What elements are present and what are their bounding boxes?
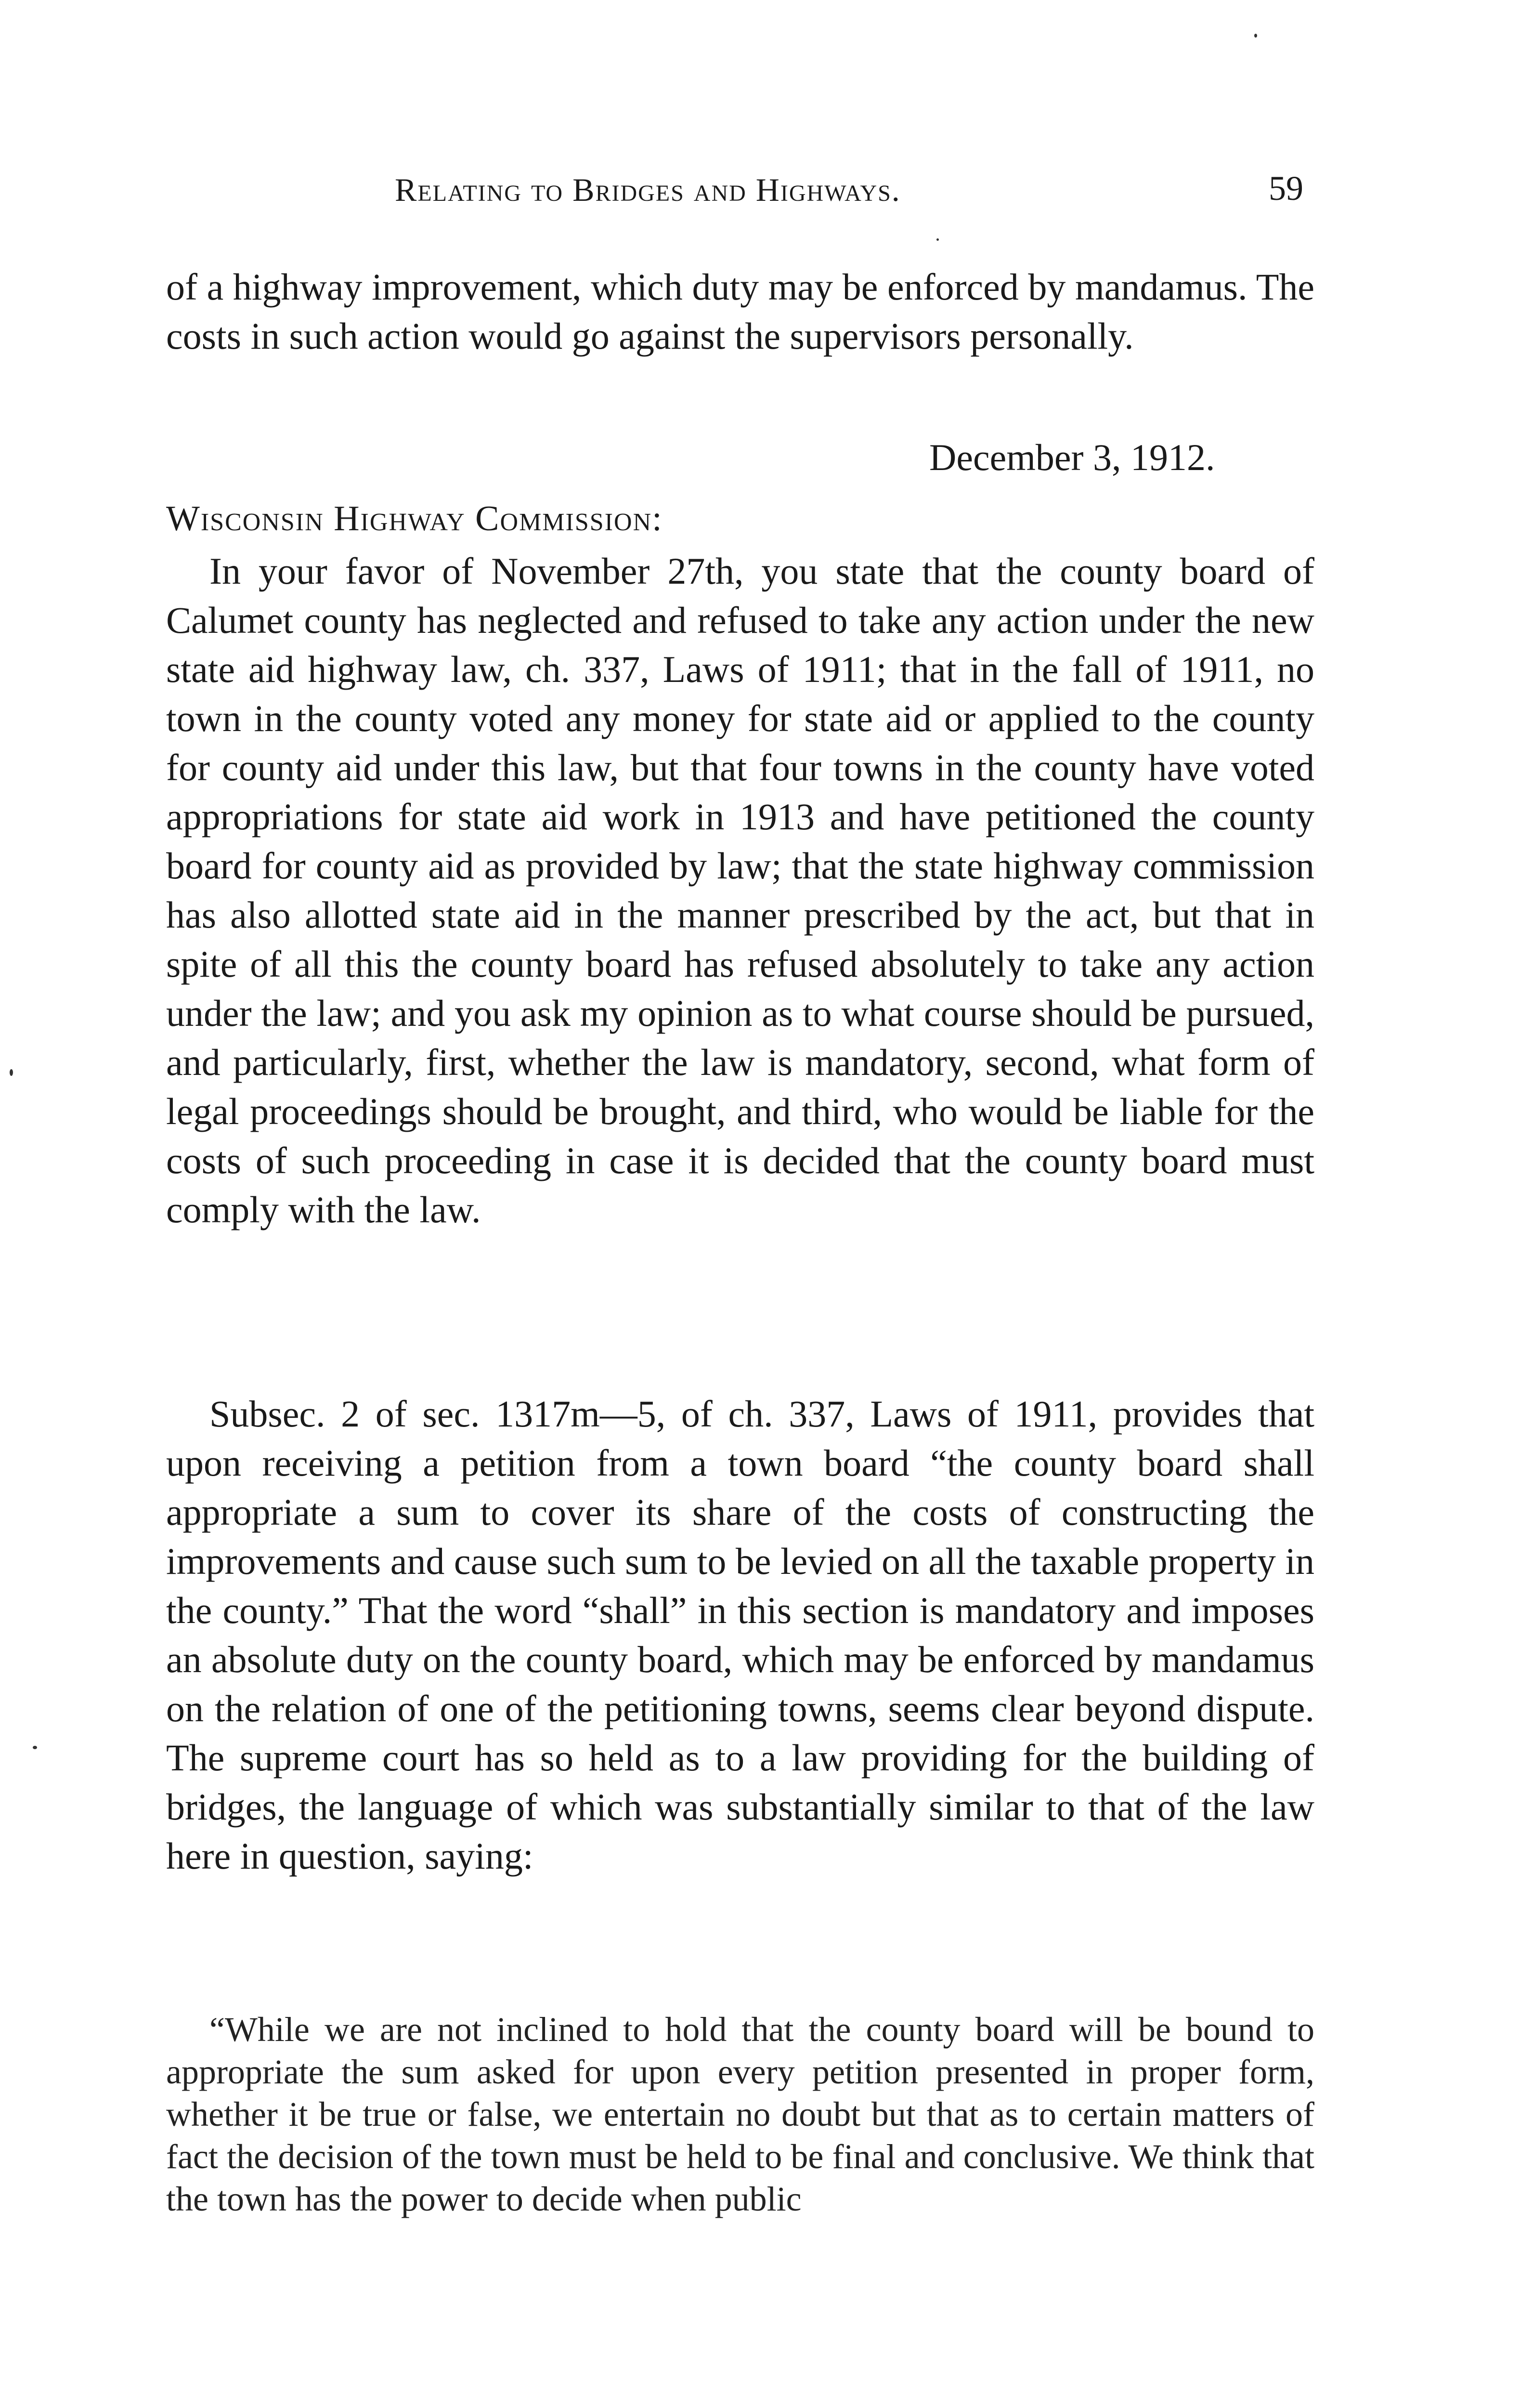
scan-speck-4 [33,1746,37,1749]
running-head: Relating to Bridges and Highways. [395,171,901,208]
page-number: 59 [1269,169,1303,208]
block-quotation: “While we are not inclined to hold that the county board will be bound to appropriate the sum asked for upon every petition presented in proper form, whether it be true or false, we entertain no doubt but that as to certain matters of fact the decision of the town must be held to be final and conclusive. We think that the town has the power to decide when public [166,2010,1314,2218]
scan-speck-1 [1254,34,1257,38]
letter-salutation: Wisconsin Highway Commission: [166,499,663,538]
scan-speck-2 [936,238,939,241]
headnote-continuation: of a highway improvement, which duty may be enforced by mandamus. The costs in such action would go against the supervisors personally. [166,266,1314,357]
paragraph-2: Subsec. 2 of sec. 1317m—5, of ch. 337, Laws of 1911, provides that upon receiving a petition from a town board “the county board shall appropriate a sum to cover its share of the costs of constructing the improvements and cause such sum to be levied on all the taxable property in the county.” That the word “shall” in this section is mandatory and imposes an absolute duty on the county board, which may be enforced by mandamus on the relation of one of the petitioning towns, seems clear beyond dispute. The supreme court has so held as to a law providing for the building of bridges, the language of which was substantially similar to that of the law here in question, saying: [166,1393,1314,1877]
scan-speck-3 [10,1069,13,1076]
letter-date: December 3, 1912. [929,436,1215,478]
paragraph-1: In your favor of November 27th, you state that the county board of Calumet county has neglected and refused to take any action under the new state aid highway law, ch. 337, Laws of 1911; that in the fall of 1911, no town in the county voted any money for state aid or applied to the county for county aid under this law, but that four towns in the county have voted appropriations for state aid work in 1913 and have petitioned the county board for county aid as provided by law; that the state highway commission has also allotted state aid in the manner prescribed by the act, but that in spite of all this the county board has refused absolutely to take any action under the law; and you ask my opinion as to what course should be pursued, and particularly, first, whether the law is mandatory, second, what form of legal proceedings should be brought, and third, who would be liable for the costs of such proceeding in case it is decided that the county board must comply with the law. [166,550,1314,1230]
